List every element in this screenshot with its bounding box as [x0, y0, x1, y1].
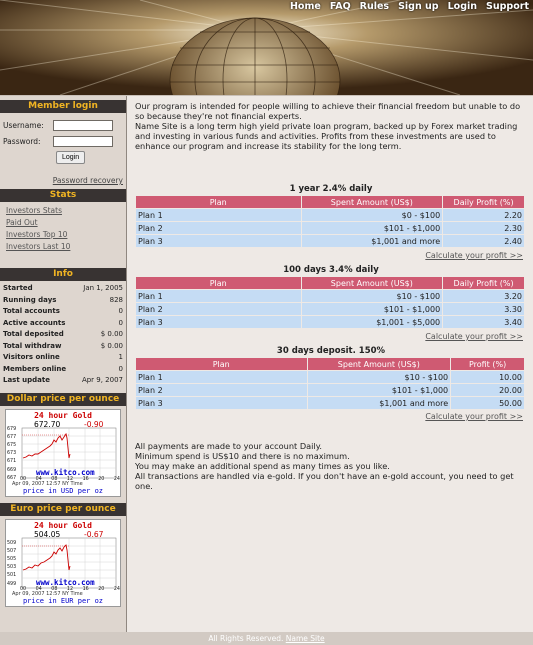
username-label: Username:: [3, 120, 44, 130]
gold-usd-x-ticks: 00 04 08 12 16 20 24: [20, 476, 120, 482]
info-row: Visitors online 1: [3, 353, 123, 361]
gold-eur-chart: [5, 519, 121, 607]
login-form: [0, 113, 126, 189]
note-line: You may make an additional spend as many times as you like.: [135, 461, 390, 471]
gold-usd-y-ticks: 679 677 675 673 671 669 667: [7, 426, 17, 481]
username-input[interactable]: [53, 120, 113, 131]
table-row: Plan 1 $10 - $100 3.20: [136, 290, 525, 303]
footer-text: All Rights Reserved.: [208, 634, 284, 643]
info-row: Total accounts 0: [3, 307, 123, 315]
note-line: All payments are made to your account Daily.: [135, 441, 322, 451]
plan-title-1-year: 1 year 2.4% daily: [289, 184, 373, 194]
nav-support-link[interactable]: Support: [486, 1, 529, 12]
nav-login-link[interactable]: Login: [447, 1, 478, 12]
gold-eur-title: 24 hour Gold: [34, 520, 92, 530]
stats-link-investors-stats[interactable]: Investors Stats: [6, 206, 62, 215]
nav-signup-link[interactable]: Sign up: [398, 1, 439, 12]
login-button[interactable]: Login: [56, 151, 85, 164]
info-row: Active accounts 0: [3, 318, 123, 327]
gold-eur-caption: price in EUR per oz: [22, 596, 104, 605]
password-input[interactable]: [53, 136, 113, 147]
password-label: Password:: [3, 136, 41, 146]
table-row: Plan 3 $1,001 - $5,000 3.40: [136, 316, 525, 329]
euro-price-heading: Euro price per ounce: [0, 503, 126, 516]
top-navigation: [290, 1, 529, 12]
plan-table-30-days: [135, 357, 525, 410]
calculate-profit-link-1[interactable]: Calculate your profit >>: [425, 251, 523, 260]
plan-table-100-days: [135, 276, 525, 329]
intro-paragraph: Our program is intended for people willing to achieve their financial freedom but unable to do so because they're not financial experts.: [135, 101, 521, 121]
plan-title-100-days: 100 days 3.4% daily: [283, 265, 379, 275]
gold-eur-change: -0.67: [84, 529, 104, 539]
calculate-profit-link-3[interactable]: Calculate your profit >>: [425, 412, 523, 421]
info-row: Started Jan 1, 2005: [3, 284, 123, 292]
gold-eur-site: www.kitco.com: [36, 577, 95, 587]
gold-usd-caption: price in USD per oz: [22, 486, 104, 495]
note-line: All transactions are handled via e-gold. If you don't have an e-gold account, you need to get one.: [135, 471, 514, 491]
sidebar: [0, 96, 127, 632]
table-row: Plan 2 $101 - $1,000 2.30: [136, 222, 525, 235]
nav-faq-link[interactable]: FAQ: [329, 1, 351, 12]
gold-eur-x-ticks: 00 04 08 12 16 20 24: [20, 586, 120, 592]
table-row: Plan 3 $1,001 and more 2.40: [136, 235, 525, 248]
table-row: Plan 3 $1,001 and more 50.00: [136, 397, 525, 410]
info-row: Last update Apr 9, 2007: [3, 376, 123, 384]
password-recovery-link[interactable]: Password recovery: [52, 176, 123, 185]
intro-paragraph: Name Site is a long term high yield private loan program, backed up by Forex market trading and investing in various funds and activities. Profits from these investments are used to enhance our program and increase its stability for the long term.: [135, 121, 518, 151]
table-row: Plan 1 $10 - $100 10.00: [136, 371, 525, 384]
info-heading: Info: [0, 268, 126, 281]
gold-usd-title: 24 hour Gold: [34, 410, 92, 420]
note-line: Minimum spend is US$10 and there is no maximum.: [135, 451, 350, 461]
member-login-heading: Member login: [0, 100, 126, 113]
stats-link-investors-top-10[interactable]: Investors Top 10: [6, 230, 68, 239]
calculate-profit-link-2[interactable]: Calculate your profit >>: [425, 332, 523, 341]
nav-home-link[interactable]: Home: [289, 1, 321, 12]
stats-link-investors-last-10[interactable]: Investors Last 10: [6, 242, 71, 251]
stats-heading: Stats: [0, 189, 126, 202]
header-banner: [0, 0, 533, 95]
table-row: Plan 2 $101 - $1,000 20.00: [136, 384, 525, 397]
info-row: Members online 0: [3, 364, 123, 373]
gold-usd-site: www.kitco.com: [36, 467, 95, 477]
info-row: Running days 828: [3, 295, 123, 304]
table-row: Plan 2 $101 - $1,000 3.30: [136, 303, 525, 316]
gold-eur-y-ticks: 509 507 505 503 501 499: [7, 540, 17, 587]
gold-usd-price: 672.70: [34, 419, 61, 429]
gold-usd-date: Apr 09, 2007 12:57 NY Time: [12, 480, 83, 487]
stats-links: [0, 202, 126, 268]
gold-eur-date: Apr 09, 2007 12:57 NY Time: [12, 590, 83, 597]
footer: [0, 632, 533, 645]
nav-rules-link[interactable]: Rules: [359, 1, 390, 12]
banner-art: [0, 0, 533, 95]
plan-title-30-days: 30 days deposit. 150%: [276, 346, 386, 356]
gold-usd-chart: [5, 409, 121, 497]
gold-eur-price: 504.05: [34, 529, 61, 539]
gold-usd-change: -0.90: [84, 419, 104, 429]
table-header-row: Plan Spent Amount (US$) Daily Profit (%): [136, 277, 525, 290]
plan-table-1-year: [135, 195, 525, 248]
info-list: [0, 281, 126, 389]
table-header-row: Plan Spent Amount (US$) Daily Profit (%): [136, 196, 525, 209]
stats-link-paid-out[interactable]: Paid Out: [6, 218, 38, 227]
info-row: Total withdraw $ 0.00: [3, 341, 123, 350]
payment-notes: [135, 441, 527, 491]
footer-site-link[interactable]: Name Site: [285, 634, 325, 643]
dollar-price-heading: Dollar price per ounce: [0, 393, 126, 406]
main-content: [127, 96, 533, 632]
info-row: Total deposited $ 0.00: [3, 330, 123, 338]
intro-text: [135, 101, 527, 151]
table-row: Plan 1 $0 - $100 2.20: [136, 209, 525, 222]
table-header-row: Plan Spent Amount (US$) Profit (%): [136, 358, 525, 371]
